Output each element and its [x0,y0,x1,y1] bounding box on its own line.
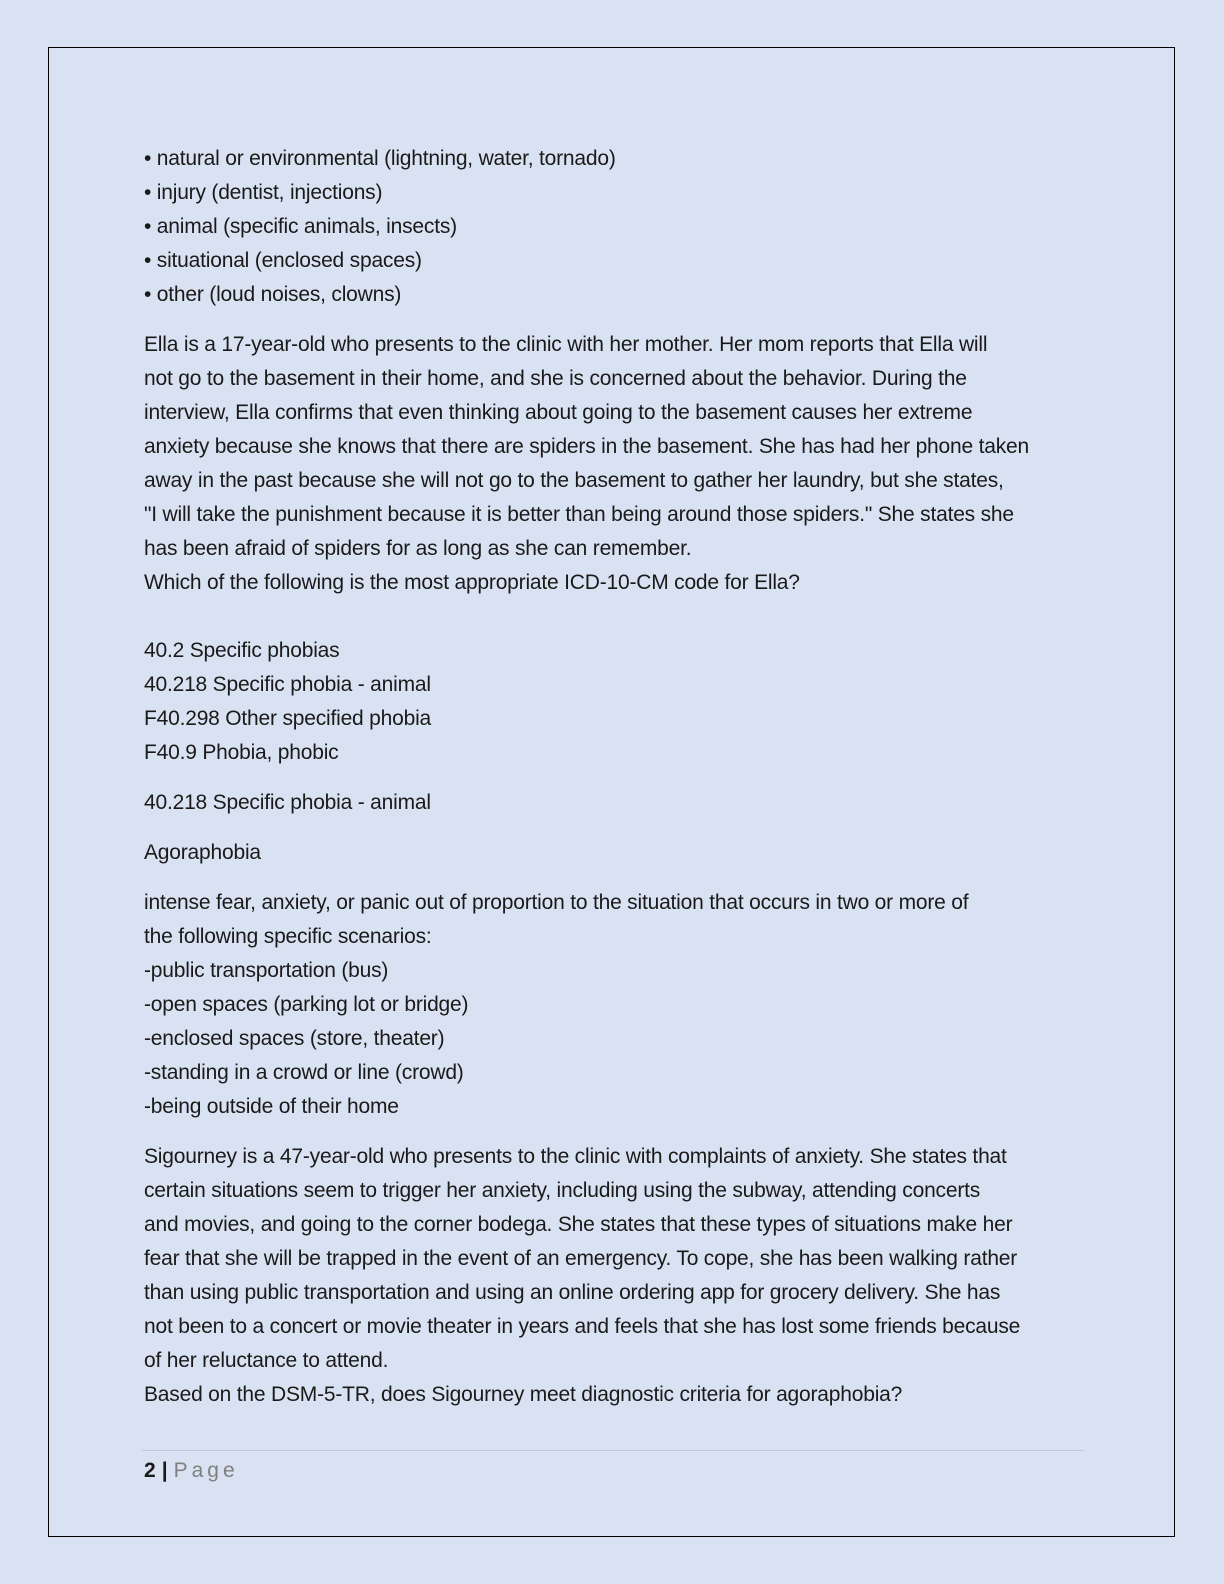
case-ella-line: not go to the basement in their home, and she is concerned about the behavior. During the [144,367,967,390]
case-ella [144,328,1084,600]
definition-line: intense fear, anxiety, or panic out of proportion to the situation that occurs in two or more of [144,891,969,914]
phobia-type-list [144,142,1084,312]
list-item: • situational (enclosed spaces) [144,249,422,272]
case-ella-line: away in the past because she will not go to the basement to gather her laundry, but she states, [144,469,1004,492]
definition-line: -public transportation (bus) [144,959,389,982]
case-sigourney-line: and movies, and going to the corner bodega. She states that these types of situations make her [144,1213,1013,1236]
case-sigourney-line: not been to a concert or movie theater in years and feels that she has lost some friends because [144,1315,1021,1338]
answer-option: 40.2 Specific phobias [144,639,340,662]
case-sigourney-question: Based on the DSM-5-TR, does Sigourney meet diagnostic criteria for agoraphobia? [144,1383,903,1406]
definition-line: the following specific scenarios: [144,925,432,948]
case-ella-line: Ella is a 17-year-old who presents to the clinic with her mother. Her mom reports that Ella will [144,333,988,356]
term-heading: Agoraphobia [144,841,261,864]
definition-line: -open spaces (parking lot or bridge) [144,993,469,1016]
answer-option: F40.9 Phobia, phobic [144,741,339,764]
definition-line: -being outside of their home [144,1095,399,1118]
definition-line: -enclosed spaces (store, theater) [144,1027,445,1050]
case-ella-question: Which of the following is the most appropriate ICD-10-CM code for Ella? [144,571,800,594]
footer-divider [142,1450,1084,1451]
list-item: • natural or environmental (lightning, water, tornado) [144,147,616,170]
case-sigourney-line: than using public transportation and using an online ordering app for grocery delivery. She has [144,1281,1001,1304]
page-number: 2 [144,1459,156,1482]
answer-option: 40.218 Specific phobia - animal [144,673,431,696]
case-sigourney-line: certain situations seem to trigger her anxiety, including using the subway, attending concerts [144,1179,981,1202]
definition-line: -standing in a crowd or line (crowd) [144,1061,464,1084]
document-body [144,142,1084,1412]
page-footer [144,1454,239,1488]
case-sigourney-line: fear that she will be trapped in the event of an emergency. To cope, she has been walking rather [144,1247,1018,1270]
case-sigourney [144,1140,1084,1412]
list-item: • other (loud noises, clowns) [144,283,402,306]
correct-answer: 40.218 Specific phobia - animal [144,791,431,814]
case-sigourney-line: of her reluctance to attend. [144,1349,389,1372]
case-ella-line: interview, Ella confirms that even thinking about going to the basement causes her extreme [144,401,973,424]
footer-separator: | [161,1459,168,1482]
list-item: • injury (dentist, injections) [144,181,383,204]
answer-options [144,634,1084,770]
case-sigourney-line: Sigourney is a 47-year-old who presents to the clinic with complaints of anxiety. She states that [144,1145,1007,1168]
list-item: • animal (specific animals, insects) [144,215,457,238]
case-ella-line: has been afraid of spiders for as long as she can remember. [144,537,692,560]
agoraphobia-definition [144,886,1084,1124]
case-ella-line: anxiety because she knows that there are spiders in the basement. She has had her phone taken [144,435,1029,458]
case-ella-line: "I will take the punishment because it is better than being around those spiders." She states she [144,503,1014,526]
page-label: Page [173,1459,239,1482]
answer-option: F40.298 Other specified phobia [144,707,432,730]
